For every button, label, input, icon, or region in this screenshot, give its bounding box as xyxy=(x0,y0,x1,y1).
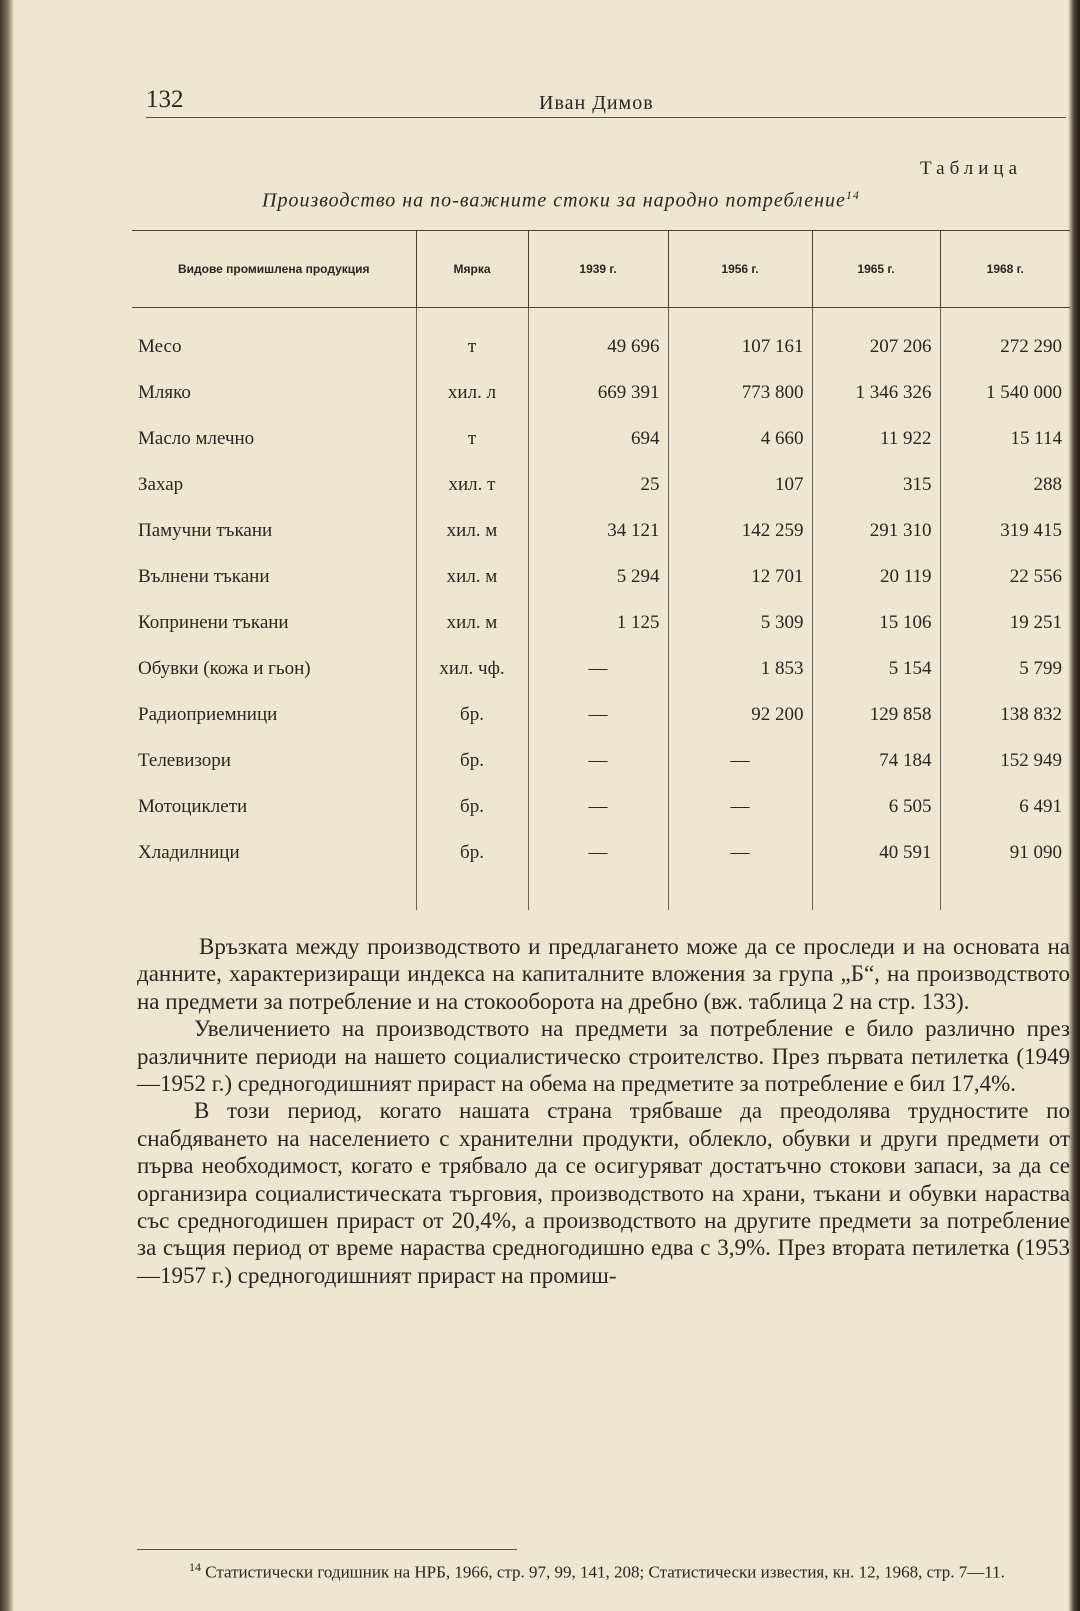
column-header: 1968 г. xyxy=(940,231,1070,308)
table-row xyxy=(132,370,1070,416)
value-1965: 315 xyxy=(812,462,940,508)
table-caption-text: Производство на по-важните стоки за народно потребление xyxy=(262,189,846,212)
table-row xyxy=(132,554,1070,600)
product-name: Захар xyxy=(138,474,184,495)
product-name: Мляко xyxy=(138,382,191,403)
table-row xyxy=(132,830,1070,876)
table-row xyxy=(132,692,1070,738)
table-row xyxy=(132,646,1070,692)
value-1956: — xyxy=(668,738,812,784)
column-header: 1956 г. xyxy=(668,231,812,308)
value-1965: 15 106 xyxy=(812,600,940,646)
footnote-text: Статистически годишник на НРБ, 1966, стр. 97, 99, 141, 208; Статистически известия, кн. 12, 1968, стр. 7—11. xyxy=(205,1562,1005,1582)
product-name: Радиоприемници xyxy=(138,704,278,725)
value-1956: 92 200 xyxy=(668,692,812,738)
value-1965: 20 119 xyxy=(812,554,940,600)
product-name: Памучни тъкани xyxy=(138,520,273,541)
value-1956: 12 701 xyxy=(668,554,812,600)
book-spine-shadow-left xyxy=(0,0,14,1611)
table-row xyxy=(132,462,1070,508)
footnote-rule xyxy=(137,1549,517,1550)
header-rule xyxy=(146,117,1066,118)
value-1956: 5 309 xyxy=(668,600,812,646)
value-1968: 319 415 xyxy=(940,508,1070,554)
value-1965: 6 505 xyxy=(812,784,940,830)
paragraph: Връзката между производството и предлагането може да се проследи и на основата на данните, характеризиращи индекса на капиталните вложения за група „Б“, на производството на предмети за потребление и на стокооборота на дребно (вж. таблица 2 на стр. 133). xyxy=(137,934,1070,1014)
column-header: 1939 г. xyxy=(528,231,668,308)
paragraph: Увеличението на производството на предмети за потребление е било различно през различните периоди на нашето социалистическо строителство. През първата петилетка (1949—1952 г.) средногодишният прираст на обема на предметите за потребление е бил 17,4%. xyxy=(137,1016,1070,1097)
unit-cell: хил. л xyxy=(416,370,528,416)
value-1968: 272 290 xyxy=(940,308,1070,371)
value-1968: 152 949 xyxy=(940,738,1070,784)
value-1939: 694 xyxy=(528,416,668,462)
table-caption xyxy=(262,188,860,213)
value-1939: 25 xyxy=(528,462,668,508)
value-1968: 22 556 xyxy=(940,554,1070,600)
footnote xyxy=(137,1556,1067,1584)
unit-cell: бр. xyxy=(416,738,528,784)
value-1956: — xyxy=(668,830,812,876)
column-header: Мярка xyxy=(416,231,528,308)
value-1965: 129 858 xyxy=(812,692,940,738)
value-1956: 773 800 xyxy=(668,370,812,416)
table-row xyxy=(132,308,1070,371)
column-header: 1965 г. xyxy=(812,231,940,308)
caption-footnote-mark: 14 xyxy=(845,188,860,202)
value-1965: 5 154 xyxy=(812,646,940,692)
value-1965: 40 591 xyxy=(812,830,940,876)
table-row xyxy=(132,416,1070,462)
table-label: Таблица xyxy=(920,158,1023,179)
value-1965: 74 184 xyxy=(812,738,940,784)
product-name: Месо xyxy=(138,336,182,357)
value-1939: 49 696 xyxy=(528,308,668,371)
value-1968: 288 xyxy=(940,462,1070,508)
product-name: Хладилници xyxy=(138,842,240,863)
table-bottom-spacer xyxy=(132,876,1070,910)
unit-cell: т xyxy=(416,308,528,371)
value-1968: 5 799 xyxy=(940,646,1070,692)
value-1968: 15 114 xyxy=(940,416,1070,462)
product-name: Телевизори xyxy=(138,750,231,771)
value-1968: 1 540 000 xyxy=(940,370,1070,416)
table-row xyxy=(132,600,1070,646)
value-1968: 6 491 xyxy=(940,784,1070,830)
value-1968: 19 251 xyxy=(940,600,1070,646)
product-name: Обувки (кожа и гьон) xyxy=(138,658,311,679)
unit-cell: бр. xyxy=(416,830,528,876)
product-name: Вълнени тъкани xyxy=(138,566,270,587)
value-1939: — xyxy=(528,646,668,692)
value-1965: 207 206 xyxy=(812,308,940,371)
value-1965: 11 922 xyxy=(812,416,940,462)
value-1939: 5 294 xyxy=(528,554,668,600)
unit-cell: т xyxy=(416,416,528,462)
body-text xyxy=(137,933,1070,1289)
unit-cell: хил. м xyxy=(416,554,528,600)
value-1939: 34 121 xyxy=(528,508,668,554)
value-1939: — xyxy=(528,738,668,784)
unit-cell: хил. м xyxy=(416,508,528,554)
value-1965: 291 310 xyxy=(812,508,940,554)
page-number: 132 xyxy=(146,86,184,113)
value-1956: 107 xyxy=(668,462,812,508)
footnote-mark: 14 xyxy=(189,1560,201,1574)
value-1956: 4 660 xyxy=(668,416,812,462)
unit-cell: бр. xyxy=(416,692,528,738)
page-header xyxy=(146,86,1066,122)
running-title: Иван Димов xyxy=(539,92,654,114)
product-name: Копринени тъкани xyxy=(138,612,289,633)
table-row xyxy=(132,508,1070,554)
value-1956: 1 853 xyxy=(668,646,812,692)
value-1965: 1 346 326 xyxy=(812,370,940,416)
value-1939: — xyxy=(528,784,668,830)
paragraph: В този период, когато нашата страна трябваше да преодолява трудностите по снабдяването на населението с хранителни продукти, облекло, обувки и други предмети от първа необходимост, когато е трябвало да се осигуряват достатъчно стокови запаси, за да се организира социалистическата търговия, производството на храни, тъкани и обувки нараства със средногодишен прираст от 20,4%, а производството на другите предмети за потребление за същия период от време нараства средногодишно едва с 3,9%. През втората петилетка (1953—1957 г.) средногодишният прираст на промиш- xyxy=(137,1098,1070,1288)
value-1956: 142 259 xyxy=(668,508,812,554)
value-1939: — xyxy=(528,830,668,876)
unit-cell: хил. т xyxy=(416,462,528,508)
value-1968: 138 832 xyxy=(940,692,1070,738)
table-row xyxy=(132,784,1070,830)
unit-cell: хил. чф. xyxy=(416,646,528,692)
product-name: Масло млечно xyxy=(138,428,255,449)
value-1956: 107 161 xyxy=(668,308,812,371)
value-1968: 91 090 xyxy=(940,830,1070,876)
value-1939: — xyxy=(528,692,668,738)
product-name: Мотоциклети xyxy=(138,796,248,817)
value-1939: 1 125 xyxy=(528,600,668,646)
unit-cell: бр. xyxy=(416,784,528,830)
value-1939: 669 391 xyxy=(528,370,668,416)
production-table xyxy=(132,230,1070,910)
table-row xyxy=(132,738,1070,784)
column-header: Видове промишлена продукция xyxy=(132,231,416,308)
table-header-row xyxy=(132,231,1070,308)
value-1956: — xyxy=(668,784,812,830)
unit-cell: хил. м xyxy=(416,600,528,646)
